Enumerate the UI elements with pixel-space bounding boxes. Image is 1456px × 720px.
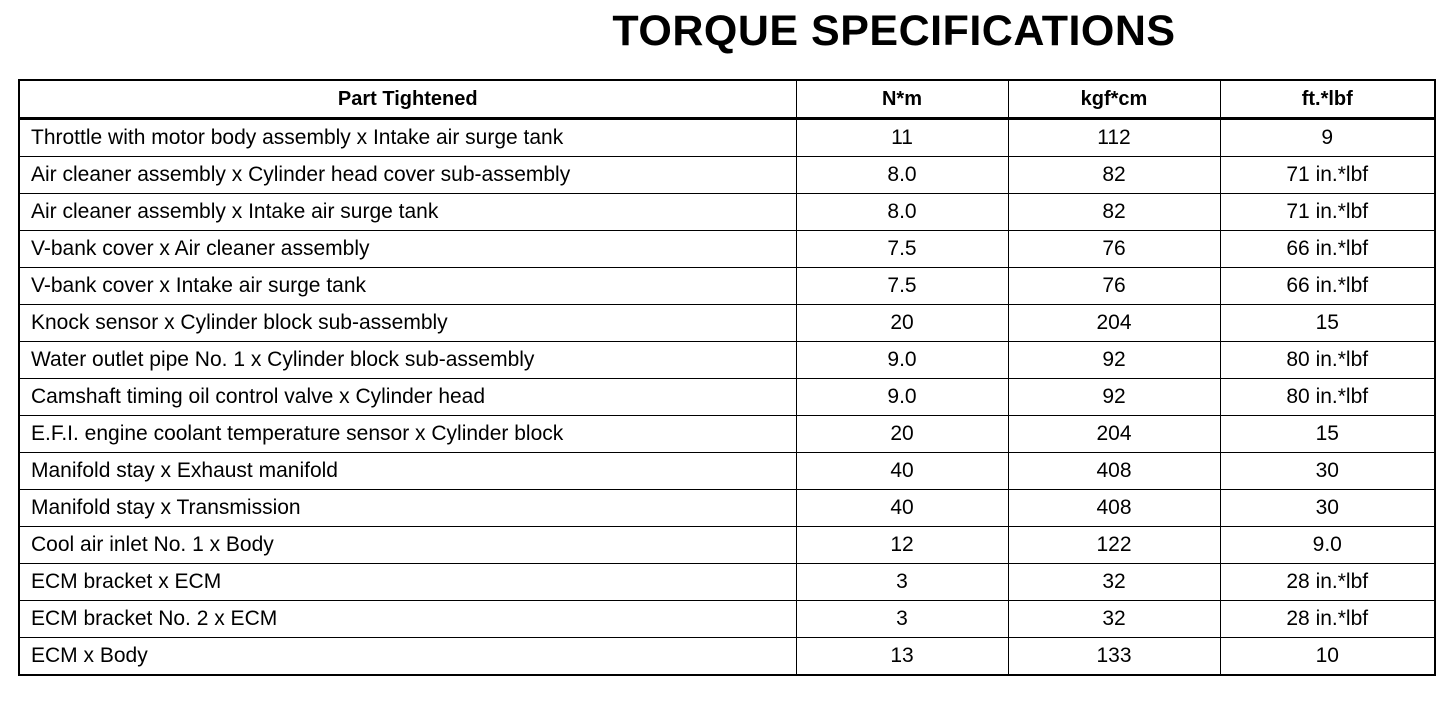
- kgf-cm-cell: 92: [1008, 379, 1220, 416]
- table-row: [19, 157, 1435, 194]
- ft-lbf-cell: 80 in.*lbf: [1220, 342, 1435, 379]
- part-tightened-cell: Cool air inlet No. 1 x Body: [19, 527, 796, 564]
- newton-meter-cell: 13: [796, 638, 1008, 676]
- column-header-newton-meter: N*m: [796, 80, 1008, 119]
- ft-lbf-cell: 30: [1220, 453, 1435, 490]
- kgf-cm-cell: 82: [1008, 194, 1220, 231]
- column-header-ft-lbf: ft.*lbf: [1220, 80, 1435, 119]
- kgf-cm-cell: 76: [1008, 231, 1220, 268]
- part-tightened-cell: V-bank cover x Intake air surge tank: [19, 268, 796, 305]
- newton-meter-cell: 20: [796, 305, 1008, 342]
- table-row: [19, 194, 1435, 231]
- newton-meter-cell: 9.0: [796, 342, 1008, 379]
- newton-meter-cell: 9.0: [796, 379, 1008, 416]
- table-row: [19, 490, 1435, 527]
- table-row: [19, 119, 1435, 157]
- kgf-cm-cell: 32: [1008, 601, 1220, 638]
- table-row: [19, 305, 1435, 342]
- ft-lbf-cell: 28 in.*lbf: [1220, 601, 1435, 638]
- newton-meter-cell: 20: [796, 416, 1008, 453]
- table-row: [19, 601, 1435, 638]
- newton-meter-cell: 7.5: [796, 231, 1008, 268]
- kgf-cm-cell: 32: [1008, 564, 1220, 601]
- table-row: [19, 268, 1435, 305]
- newton-meter-cell: 7.5: [796, 268, 1008, 305]
- part-tightened-cell: ECM x Body: [19, 638, 796, 676]
- column-header-part-tightened: Part Tightened: [19, 80, 796, 119]
- table-row: [19, 416, 1435, 453]
- ft-lbf-cell: 71 in.*lbf: [1220, 157, 1435, 194]
- table-row: [19, 527, 1435, 564]
- kgf-cm-cell: 133: [1008, 638, 1220, 676]
- newton-meter-cell: 8.0: [796, 157, 1008, 194]
- part-tightened-cell: Water outlet pipe No. 1 x Cylinder block sub-assembly: [19, 342, 796, 379]
- part-tightened-cell: ECM bracket x ECM: [19, 564, 796, 601]
- part-tightened-cell: Knock sensor x Cylinder block sub-assembly: [19, 305, 796, 342]
- part-tightened-cell: V-bank cover x Air cleaner assembly: [19, 231, 796, 268]
- ft-lbf-cell: 66 in.*lbf: [1220, 231, 1435, 268]
- ft-lbf-cell: 9.0: [1220, 527, 1435, 564]
- newton-meter-cell: 8.0: [796, 194, 1008, 231]
- part-tightened-cell: Throttle with motor body assembly x Intake air surge tank: [19, 119, 796, 157]
- newton-meter-cell: 12: [796, 527, 1008, 564]
- kgf-cm-cell: 204: [1008, 416, 1220, 453]
- kgf-cm-cell: 204: [1008, 305, 1220, 342]
- part-tightened-cell: Camshaft timing oil control valve x Cylinder head: [19, 379, 796, 416]
- ft-lbf-cell: 71 in.*lbf: [1220, 194, 1435, 231]
- table-row: [19, 638, 1435, 676]
- part-tightened-cell: ECM bracket No. 2 x ECM: [19, 601, 796, 638]
- kgf-cm-cell: 76: [1008, 268, 1220, 305]
- newton-meter-cell: 3: [796, 564, 1008, 601]
- newton-meter-cell: 11: [796, 119, 1008, 157]
- kgf-cm-cell: 92: [1008, 342, 1220, 379]
- newton-meter-cell: 40: [796, 453, 1008, 490]
- ft-lbf-cell: 66 in.*lbf: [1220, 268, 1435, 305]
- kgf-cm-cell: 112: [1008, 119, 1220, 157]
- kgf-cm-cell: 408: [1008, 453, 1220, 490]
- ft-lbf-cell: 10: [1220, 638, 1435, 676]
- ft-lbf-cell: 80 in.*lbf: [1220, 379, 1435, 416]
- ft-lbf-cell: 9: [1220, 119, 1435, 157]
- table-row: [19, 342, 1435, 379]
- table-row: [19, 231, 1435, 268]
- table-row: [19, 379, 1435, 416]
- table-body: [19, 119, 1435, 676]
- ft-lbf-cell: 28 in.*lbf: [1220, 564, 1435, 601]
- ft-lbf-cell: 15: [1220, 305, 1435, 342]
- column-header-kgf-cm: kgf*cm: [1008, 80, 1220, 119]
- part-tightened-cell: Air cleaner assembly x Intake air surge tank: [19, 194, 796, 231]
- ft-lbf-cell: 30: [1220, 490, 1435, 527]
- kgf-cm-cell: 408: [1008, 490, 1220, 527]
- kgf-cm-cell: 122: [1008, 527, 1220, 564]
- torque-specifications-table: [18, 79, 1436, 676]
- table-row: [19, 453, 1435, 490]
- table-row: [19, 564, 1435, 601]
- ft-lbf-cell: 15: [1220, 416, 1435, 453]
- part-tightened-cell: Manifold stay x Exhaust manifold: [19, 453, 796, 490]
- part-tightened-cell: Manifold stay x Transmission: [19, 490, 796, 527]
- table-header-row: [19, 80, 1435, 119]
- part-tightened-cell: E.F.I. engine coolant temperature sensor x Cylinder block: [19, 416, 796, 453]
- newton-meter-cell: 40: [796, 490, 1008, 527]
- page-title: TORQUE SPECIFICATIONS: [612, 7, 1176, 55]
- newton-meter-cell: 3: [796, 601, 1008, 638]
- kgf-cm-cell: 82: [1008, 157, 1220, 194]
- part-tightened-cell: Air cleaner assembly x Cylinder head cover sub-assembly: [19, 157, 796, 194]
